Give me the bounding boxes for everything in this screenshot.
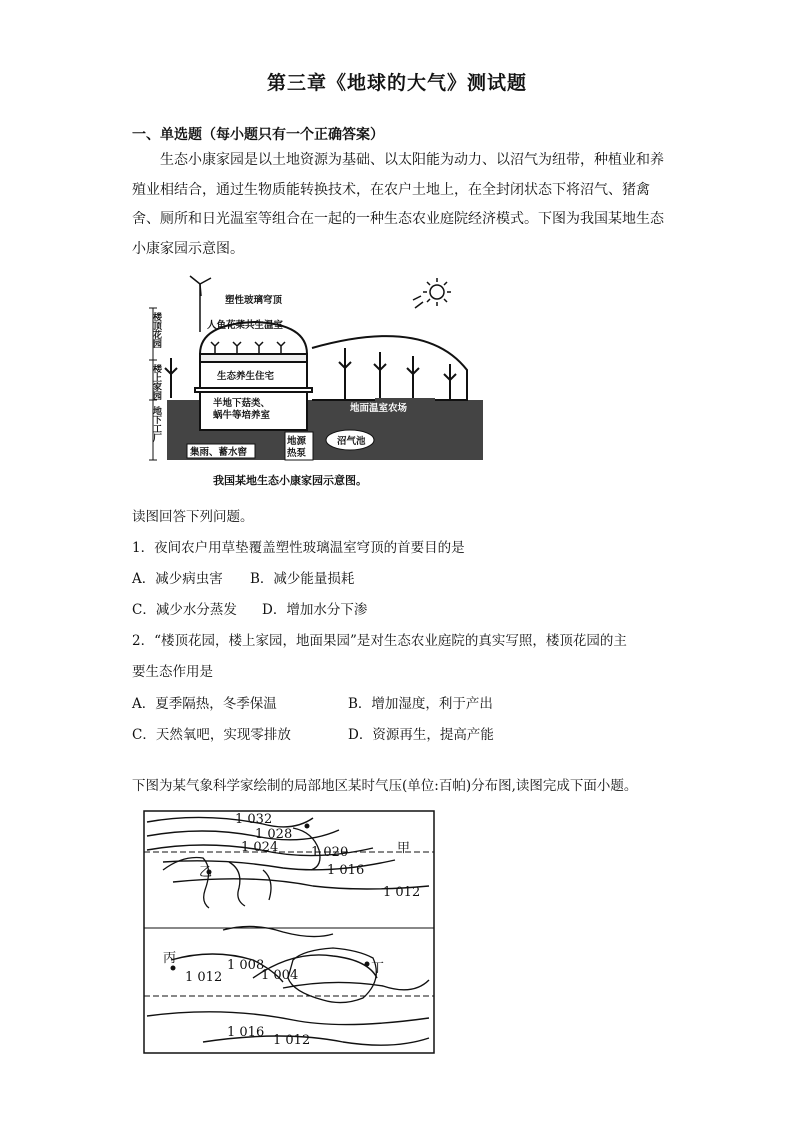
point-label-jia: 甲 bbox=[397, 841, 411, 856]
isobar-label-1016: 1 016 bbox=[327, 863, 365, 878]
q1-options-row1 bbox=[132, 567, 667, 587]
read-prompt: 读图回答下列问题。 bbox=[132, 509, 254, 525]
point-marker-jia bbox=[305, 824, 310, 829]
q2-stem-1: 2．“楼顶花园，楼上家园，地面果园”是对生态农业庭院的真实写照，楼顶花园的主 bbox=[132, 633, 627, 649]
q2-option-d[interactable]: D．资源再生，提高产能 bbox=[348, 727, 494, 743]
isobar-map bbox=[143, 810, 435, 1054]
map-intro: 下图为某气象科学家绘制的局部地区某时气压(单位:百帕)分布图,读图完成下面小题。 bbox=[132, 778, 638, 794]
side-label-3: 地下工厂 bbox=[151, 406, 161, 442]
point-label-bing: 丙 bbox=[163, 951, 177, 966]
isobar-label-1012-c: 1 012 bbox=[273, 1033, 311, 1048]
isobar-label-1028: 1 028 bbox=[255, 827, 293, 842]
label-heatpump1: 地源 bbox=[287, 436, 307, 447]
eco-home-diagram bbox=[145, 272, 485, 494]
isobar-label-1012-b: 1 012 bbox=[185, 970, 223, 985]
sun-icon bbox=[413, 278, 451, 308]
label-heatpump2: 热泵 bbox=[287, 448, 307, 459]
side-label-1: 楼顶花园 bbox=[151, 312, 161, 348]
q2-option-a[interactable]: A．夏季隔热，冬季保温 bbox=[132, 696, 277, 712]
label-roof: 塑性玻璃穹顶 bbox=[225, 295, 283, 306]
q2-option-b[interactable]: B．增加湿度，利于产出 bbox=[348, 696, 493, 712]
point-marker-ding bbox=[365, 962, 370, 967]
isobar-label-1020: 1 020 bbox=[311, 845, 349, 860]
isobar-label-1024: 1 024 bbox=[241, 840, 279, 855]
isobar-label-1012: 1 012 bbox=[383, 885, 421, 900]
label-farm: 地面温室农场 bbox=[350, 403, 408, 414]
isobar-label-1004: 1 004 bbox=[261, 968, 299, 983]
q2-options-row1 bbox=[132, 692, 667, 712]
q1-stem: 1．夜间农户用草垫覆盖塑性玻璃温室穹顶的首要目的是 bbox=[132, 540, 465, 556]
q1-option-a[interactable]: A．减少病虫害 bbox=[132, 571, 223, 587]
q2-option-c[interactable]: C．天然氧吧，实现零排放 bbox=[132, 727, 291, 743]
label-basement1: 半地下菇类、 bbox=[213, 398, 271, 409]
point-label-yi: 乙 bbox=[199, 865, 213, 880]
label-biogas: 沼气池 bbox=[337, 436, 366, 447]
q1-options-row2 bbox=[132, 598, 667, 618]
side-label-2: 楼上家园 bbox=[151, 364, 161, 400]
q1-option-d[interactable]: D．增加水分下渗 bbox=[262, 602, 368, 618]
point-label-ding: 丁 bbox=[371, 961, 385, 976]
figure1-caption: 我国某地生态小康家园示意图。 bbox=[213, 474, 367, 487]
label-rain: 集雨、蓄水窖 bbox=[190, 447, 248, 458]
intro-paragraph: 生态小康家园是以土地资源为基础、以太阳能为动力、以沼气为纽带，种植业和养殖业相结合，通过生物质能转换技术，在农户土地上，在全封闭状态下将沼气、猪禽舍、厕所和日光温室等组合在一起的一种生态农业庭院经济模式。下图为我国某地生态小康家园示意图。 bbox=[132, 152, 664, 257]
q2-stem-2: 要生态作用是 bbox=[132, 664, 213, 680]
label-basement2: 蜗牛等培养室 bbox=[213, 410, 271, 421]
label-greenhouse: 人鱼花菜共生温室 bbox=[207, 320, 284, 331]
isobar-label-1032: 1 032 bbox=[235, 812, 273, 827]
page-title: 第三章《地球的大气》测试题 bbox=[266, 72, 527, 94]
q2-options-row2 bbox=[132, 723, 667, 743]
point-marker-bing bbox=[171, 966, 176, 971]
q1-option-b[interactable]: B．减少能量损耗 bbox=[250, 571, 355, 587]
section-heading: 一、单选题（每小题只有一个正确答案） bbox=[132, 127, 384, 143]
isobar-label-1016-b: 1 016 bbox=[227, 1025, 265, 1040]
isobar-label-1008: 1 008 bbox=[227, 958, 265, 973]
q1-option-c[interactable]: C．减少水分蒸发 bbox=[132, 602, 237, 618]
label-house: 生态养生住宅 bbox=[217, 371, 275, 382]
